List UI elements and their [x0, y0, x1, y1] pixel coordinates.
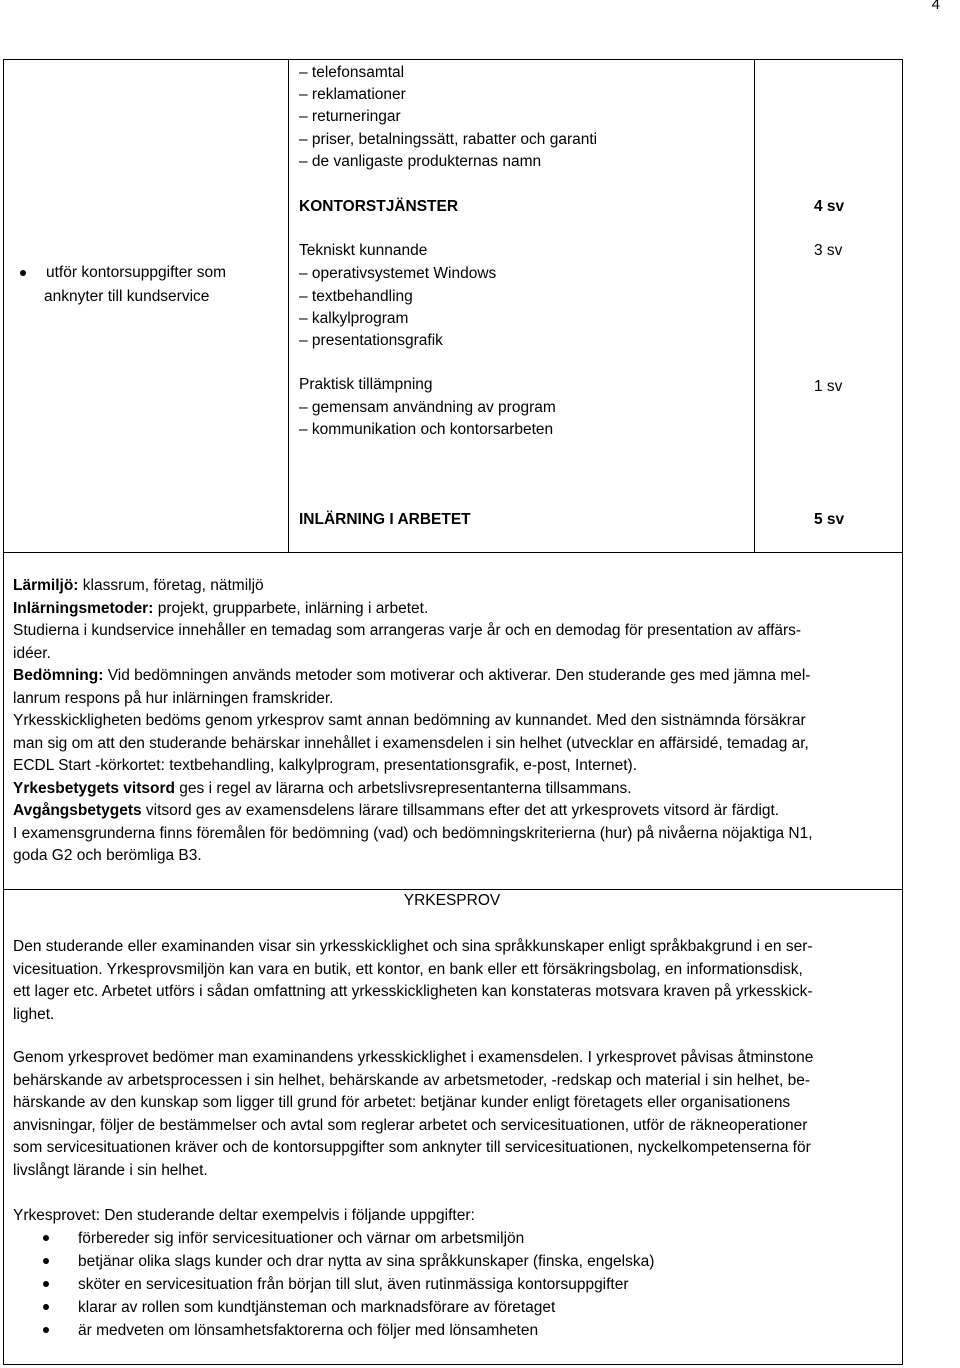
methods-section — [13, 575, 897, 868]
paragraph-line: Den studerande eller examinanden visar sin yrkesskicklighet och sina språkkunskaper enligt språkbakgrund i en ser- — [13, 938, 813, 955]
list-item: sköter en servicesituation från början till slut, även rutinmässiga kontorsuppgifter — [13, 1273, 897, 1296]
larmiljo-text: klassrum, företag, nätmiljö — [78, 577, 264, 594]
document-frame — [3, 59, 903, 1365]
dash-item: – gemensam användning av program — [299, 399, 556, 416]
table-divider-1 — [288, 60, 289, 552]
bedomning-line: lanrum respons på hur inlärningen framskrider. — [13, 689, 334, 707]
paragraph-line: Genom yrkesprovet bedömer man examinandens yrkesskicklighet i examensdelen. I yrkesprovet påvisas åtminstone — [13, 1049, 814, 1066]
bedomning-text: Vid bedömningen används metoder som motiverar och aktiverar. Den studerande ges med jämna mel- — [103, 667, 811, 684]
list-item: förbereder sig inför servicesituationer och värnar om arbetsmiljön — [13, 1227, 897, 1250]
bullet-dot-icon — [20, 270, 26, 276]
table-bottom-rule — [4, 552, 902, 553]
avgang-text: vitsord ges av examensdelens lärare tillsammans efter det att yrkesprovets vitsord är färdigt. — [141, 802, 780, 819]
yrkes-line: Yrkesskickligheten bedöms genom yrkesprov samt annan bedömning av kunnandet. Med den sistnämnda försäkrar — [13, 712, 806, 729]
paragraph-line: anvisningar, följer de bestämmelser och avtal som reglerar arbetet och servicesituationen, utför de räkneoperationer — [13, 1116, 808, 1134]
studierna-line: Studierna i kundservice innehåller en temadag som arrangeras varje år och en demodag för presentation av affärs- — [13, 622, 802, 639]
tekniskt-title: Tekniskt kunnande — [299, 242, 428, 259]
left-item-line-1: utför kontorsuppgifter som — [46, 264, 227, 281]
larmiljo-label: Lärmiljö: — [13, 577, 79, 594]
tekniskt-credits: 3 sv — [814, 242, 843, 259]
paragraph-line: behärskande av arbetsprocessen i sin helhet, behärskande av arbetsmetoder, -redskap och material i sin helhet, be- — [13, 1071, 810, 1089]
inlarning-credits: 5 sv — [814, 511, 845, 528]
studierna-line: idéer. — [13, 644, 51, 662]
praktisk-credits: 1 sv — [814, 378, 843, 395]
dash-item: – de vanligaste produkternas namn — [299, 153, 542, 170]
paragraph-line: som servicesituationen kräver och de kontorsuppgifter som anknyter till servicesituationen, nyckelkompetenserna för — [13, 1139, 811, 1156]
metoder-label: Inlärningsmetoder: — [13, 599, 154, 617]
dash-item: – kalkylprogram — [299, 310, 409, 327]
avgang-label: Avgångsbetygets — [13, 802, 142, 819]
kontor-credits: 4 sv — [814, 198, 845, 215]
yrkesprov-paragraph-1 — [13, 936, 897, 1026]
list-item: är medveten om lönsamhetsfaktorerna och följer med lönsamheten — [13, 1319, 897, 1342]
bedomning-label: Bedömning: — [13, 667, 104, 684]
dash-item: – kommunikation och kontorsarbeten — [299, 421, 554, 438]
task-list — [13, 1227, 897, 1342]
page-number: 4 — [931, 0, 940, 13]
list-item: klarar av rollen som kundtjänsteman och marknadsförare av företaget — [13, 1296, 897, 1319]
yrkesbetyg-label: Yrkesbetygets vitsord — [13, 779, 175, 797]
left-item-line-2: anknyter till kundservice — [44, 288, 210, 305]
dash-item: – returneringar — [299, 108, 401, 125]
paragraph-line: ett lager etc. Arbetet utförs i sådan omfattning att yrkesskickligheten kan konstateras motsvara kraven på yrkesskick- — [13, 983, 813, 1000]
grund-line: I examensgrunderna finns föremålen för bedömning (vad) och bedömningskriterierna (hur) på nivåerna nöjaktiga N1, — [13, 824, 813, 842]
paragraph-line: härskande av den kunskap som ligger till grund för arbetet: betjänar kunder enligt företagets eller organisationens — [13, 1094, 791, 1111]
table-divider-2 — [754, 60, 755, 552]
yrkesprov-intro: Yrkesprovet: Den studerande deltar exempelvis i följande uppgifter: — [13, 1207, 475, 1224]
paragraph-line: livslångt lärande i sin helhet. — [13, 1161, 208, 1179]
praktisk-title: Praktisk tillämpning — [299, 376, 433, 393]
dash-item: – operativsystemet Windows — [299, 265, 497, 282]
kontor-heading: KONTORSTJÄNSTER — [299, 198, 459, 215]
yrkesprov-paragraph-2 — [13, 1047, 897, 1182]
dash-item: – presentationsgrafik — [299, 332, 443, 349]
yrkesbetyg-text: ges i regel av lärarna och arbetslivsrepresentanterna tillsammans. — [174, 779, 632, 797]
paragraph-line: vicesituation. Yrkesprovsmiljön kan vara en butik, ett kontor, en bank eller ett försäkringsbolag, en informationsdisk, — [13, 960, 803, 978]
yrkes-line: ECDL Start -körkortet: textbehandling, kalkylprogram, presentationsgrafik, e-post, Internet). — [13, 757, 638, 774]
dash-item: – textbehandling — [299, 288, 413, 305]
dash-item: – telefonsamtal — [299, 64, 405, 81]
yrkes-line: man sig om att den studerande behärskar innehållet i examensdelen i sin helhet (utvecklar en affärsidé, temadag ar, — [13, 734, 809, 752]
dash-item: – priser, betalningssätt, rabatter och garanti — [299, 131, 598, 148]
grund-line: goda G2 och berömliga B3. — [13, 847, 202, 864]
inlarning-heading: INLÄRNING I ARBETET — [299, 511, 471, 528]
dash-item: – reklamationer — [299, 86, 406, 103]
list-item: betjänar olika slags kunder och drar nytta av sina språkkunskaper (finska, engelska) — [13, 1250, 897, 1273]
metoder-text: projekt, grupparbete, inlärning i arbetet. — [153, 599, 429, 617]
paragraph-line: lighet. — [13, 1005, 55, 1023]
yrkesprov-heading: YRKESPROV — [403, 892, 501, 909]
